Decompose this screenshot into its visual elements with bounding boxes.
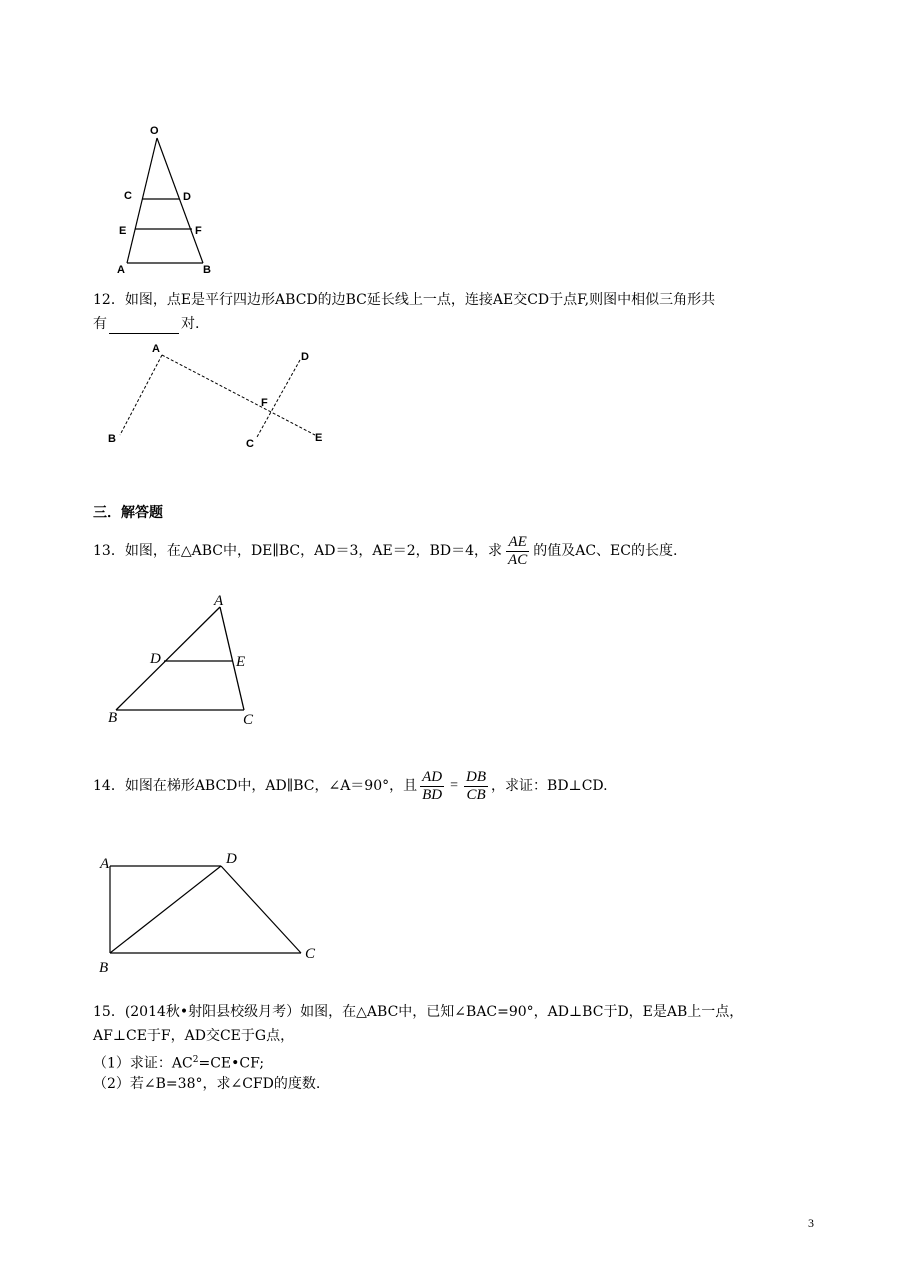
fraction-numerator: AD (422, 768, 443, 785)
question-12-suffix: 对. (181, 316, 200, 332)
question-12-line1: 12．如图，点E是平行四边形ABCD的边BC延长线上一点，连接AE交CD于点F,则图中相似三角形共 (93, 292, 716, 308)
figure-q11-triangle (110, 120, 230, 280)
label-a: A (214, 593, 224, 609)
label-a: A (152, 343, 160, 355)
label-d: D (226, 851, 237, 867)
fraction-denominator: CB (466, 786, 486, 803)
label-c: C (124, 190, 132, 202)
question-15-line1: 15．(2014秋•射阳县校级月考）如图，在△ABC中，已知∠BAC=90°，AD⊥BC于D，E是AB上一点， (93, 1004, 744, 1020)
page-number: 3 (808, 1216, 814, 1230)
answer-blank (109, 319, 179, 334)
question-14-prefix: 14．如图在梯形ABCD中，AD∥BC，∠A＝90°，且 (93, 778, 418, 794)
fraction-denominator: AC (508, 551, 528, 568)
label-o: O (150, 125, 159, 137)
equals-sign: = (450, 778, 459, 793)
question-13 (93, 528, 677, 574)
fraction-numerator: DB (466, 768, 487, 785)
question-13-prefix: 13．如图，在△ABC中，DE∥BC，AD＝3，AE＝2，BD＝4，求 (93, 543, 503, 559)
question-15-line2: AF⊥CE于F，AD交CE于G点， (93, 1028, 295, 1044)
label-b: B (203, 264, 211, 276)
label-c: C (243, 712, 254, 728)
question-15-part2: （2）若∠B=38°，求∠CFD的度数. (93, 1076, 321, 1092)
label-d: D (150, 651, 161, 667)
fraction-ae-ac (506, 534, 529, 569)
part1-suffix: =CE•CF; (198, 1055, 265, 1072)
figure-q14-trapezoid (95, 845, 330, 975)
question-12-prefix: 有 (93, 316, 107, 332)
fraction-denominator: BD (422, 786, 443, 803)
label-b: B (108, 433, 116, 445)
fraction-db-cb (464, 769, 488, 804)
label-f: F (195, 225, 202, 237)
label-e: E (315, 432, 323, 444)
superscript-2: 2 (192, 1055, 199, 1065)
fraction-numerator: AE (506, 534, 529, 552)
question-12-line2 (93, 314, 199, 334)
figure-q12-parallelogram (100, 340, 340, 455)
question-13-suffix: 的值及AC、EC的长度. (533, 543, 678, 559)
label-b: B (99, 960, 109, 976)
fraction-ad-bd (420, 769, 444, 804)
question-15-part1 (93, 1050, 264, 1074)
label-d: D (183, 191, 191, 203)
label-d: D (301, 351, 309, 363)
label-a: A (100, 856, 110, 872)
label-b: B (108, 710, 118, 726)
figure-q13-triangle (100, 590, 280, 730)
label-f: F (261, 397, 268, 409)
label-c: C (246, 438, 254, 450)
label-c: C (305, 946, 316, 962)
section-title: 三．解答题 (93, 505, 163, 521)
question-14-suffix: ，求证：BD⊥CD. (491, 778, 608, 794)
label-a: A (117, 264, 125, 276)
label-e: E (236, 654, 246, 670)
label-e: E (119, 225, 127, 237)
part1-prefix: （1）求证：AC (93, 1055, 193, 1072)
question-14 (93, 763, 608, 809)
